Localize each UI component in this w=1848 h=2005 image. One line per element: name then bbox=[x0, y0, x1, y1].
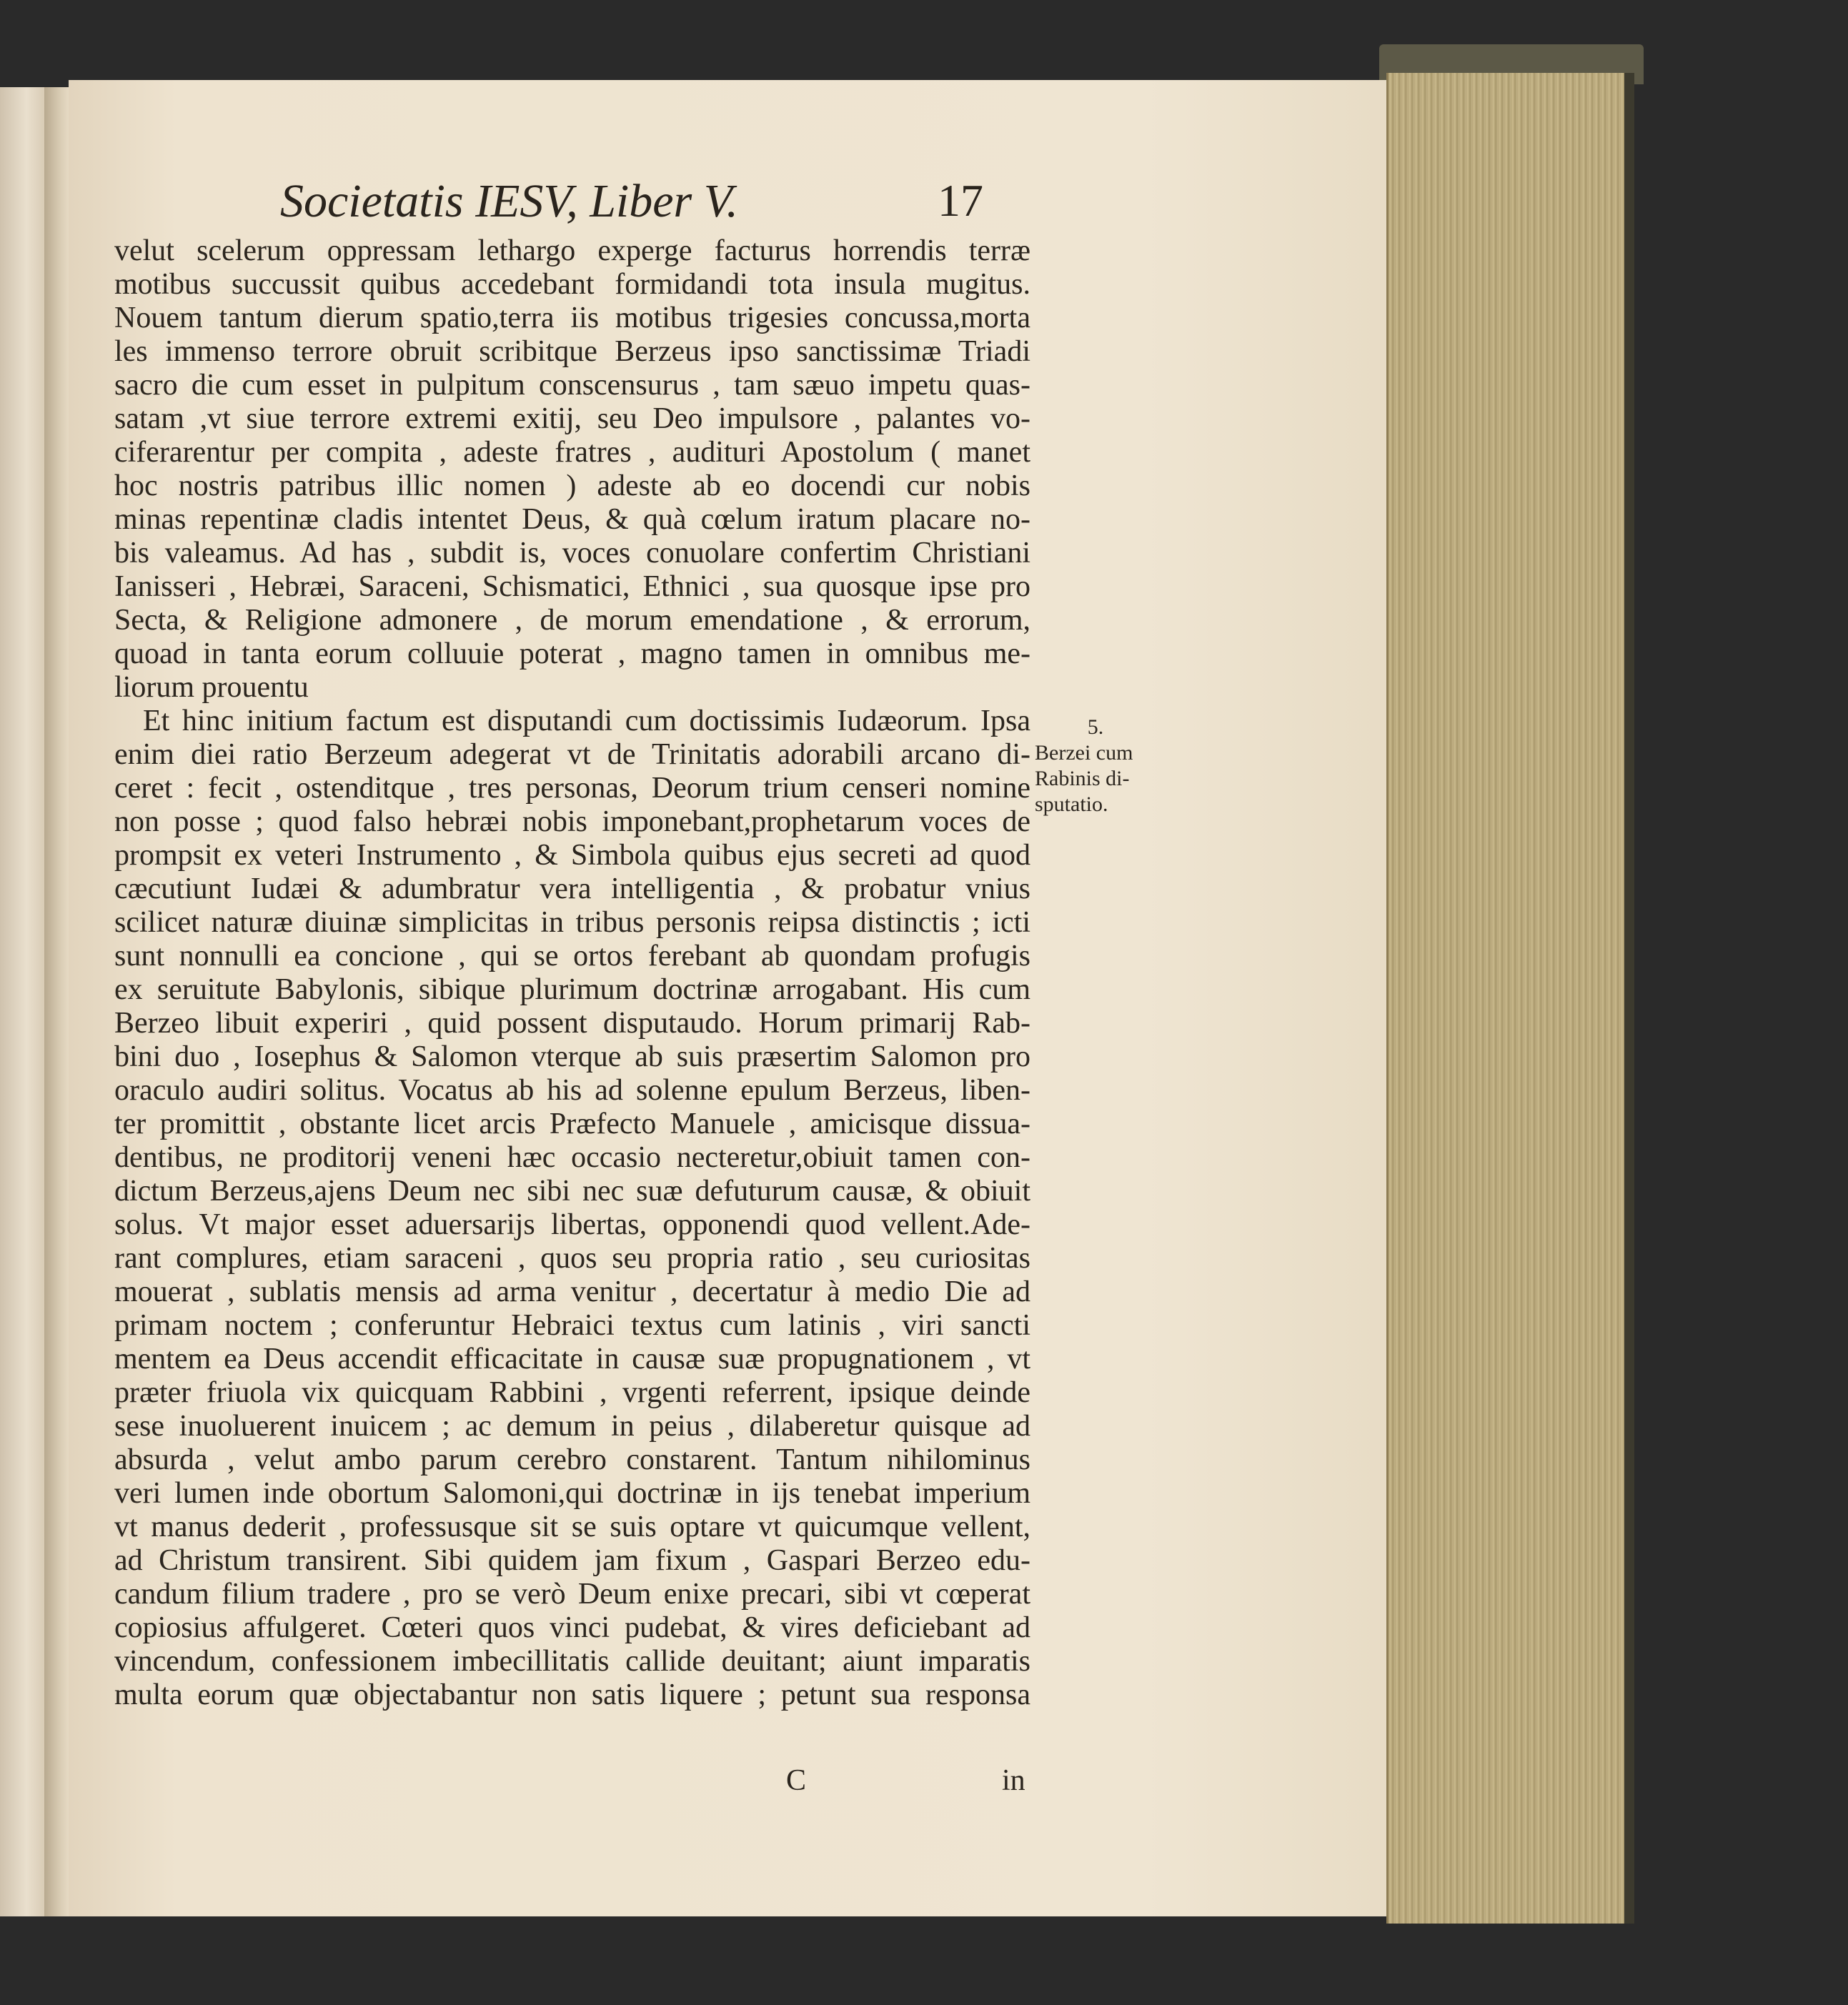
text-line: rant complures, etiam saraceni , quos seu propria ratio , seu curiositas bbox=[114, 1242, 1030, 1275]
text-line: non posse ; quod falso hebræi nobis imponebant,prophetarum voces de bbox=[114, 805, 1030, 838]
text-line: ter promittit , obstante licet arcis Præfecto Manuele , amicisque dissua- bbox=[114, 1108, 1030, 1140]
text-line: enim diei ratio Berzeum adegerat vt de Trinitatis adorabili arcano di- bbox=[114, 738, 1030, 771]
text-line: minas repentinæ cladis intentet Deus, & quà cœlum iratum placare no- bbox=[114, 503, 1030, 536]
text-line: sese inuoluerent inuicem ; ac demum in peius , dilaberetur quisque ad bbox=[114, 1410, 1030, 1443]
text-line: sacro die cum esset in pulpitum conscensurus , tam sæuo impetu quas- bbox=[114, 369, 1030, 402]
text-line: Ianisseri , Hebræi, Saraceni, Schismatici, Ethnici , sua quosque ipse pro bbox=[114, 570, 1030, 603]
text-line: hoc nostris patribus illic nomen ) adeste ab eo docendi cur nobis bbox=[114, 469, 1030, 502]
text-line: quoad in tanta eorum colluuie poterat , magno tamen in omnibus me- bbox=[114, 637, 1030, 670]
text-line: solus. Vt major esset aduersarijs libertas, opponendi quod vellent.Ade- bbox=[114, 1208, 1030, 1241]
text-line: copiosius affulgeret. Cœteri quos vinci pudebat, & vires deficiebant ad bbox=[114, 1611, 1030, 1644]
margin-note-number: 5. bbox=[1087, 715, 1104, 739]
text-line: dictum Berzeus,ajens Deum nec sibi nec suæ defuturum causæ, & obiuit bbox=[114, 1175, 1030, 1208]
page-number: 17 bbox=[938, 175, 983, 226]
text-line: multa eorum quæ objectabantur non satis liquere ; petunt sua responsa bbox=[114, 1678, 1030, 1711]
text-line: bis valeamus. Ad has , subdit is, voces conuolare confertim Christiani bbox=[114, 537, 1030, 569]
text-line: bini duo , Iosephus & Salomon vterque ab suis præsertim Salomon pro bbox=[114, 1040, 1030, 1073]
text-line: ciferarentur per compita , adeste fratres , audituri Apostolum ( manet bbox=[114, 436, 1030, 469]
text-line: scilicet naturæ diuinæ simplicitas in tribus personis reipsa distinctis ; icti bbox=[114, 906, 1030, 939]
catchword: in bbox=[1002, 1764, 1025, 1797]
running-header bbox=[280, 174, 1023, 239]
margin-note-line: Berzei cum bbox=[1035, 741, 1133, 765]
gutter bbox=[44, 87, 70, 1916]
text-line: ex seruitute Babylonis, sibique plurimum doctrinæ arrogabant. His cum bbox=[114, 973, 1030, 1006]
page-edges bbox=[1386, 73, 1634, 1924]
text-line: Berzeo libuit experiri , quid possent disputaudo. Horum primarij Rab- bbox=[114, 1007, 1030, 1040]
margin-note-line: sputatio. bbox=[1035, 792, 1108, 816]
text-line: oraculo audiri solitus. Vocatus ab his ad solenne epulum Berzeus, liben- bbox=[114, 1074, 1030, 1107]
text-line: mouerat , sublatis mensis ad arma venitur , decertatur à medio Die ad bbox=[114, 1275, 1030, 1308]
text-line: Secta, & Religione admonere , de morum emendatione , & errorum, bbox=[114, 604, 1030, 637]
text-line: ad Christum transirent. Sibi quidem jam fixum , Gaspari Berzeo edu- bbox=[114, 1544, 1030, 1577]
text-line: cæcutiunt Iudæi & adumbratur vera intelligentia , & probatur vnius bbox=[114, 872, 1030, 905]
text-line: præter friuola vix quicquam Rabbini , vrgenti referrent, ipsique deinde bbox=[114, 1376, 1030, 1409]
text-line: veri lumen inde obortum Salomoni,qui doctrinæ in ijs tenebat imperium bbox=[114, 1477, 1030, 1510]
margin-note-line: Rabinis di- bbox=[1035, 767, 1130, 790]
text-line: primam noctem ; conferuntur Hebraici textus cum latinis , viri sancti bbox=[114, 1309, 1030, 1342]
text-line: liorum prouentu bbox=[114, 671, 309, 704]
text-line: satam ,vt siue terrore extremi exitij, seu Deo impulsore , palantes vo- bbox=[114, 402, 1030, 435]
signature-mark: C bbox=[786, 1764, 807, 1797]
text-line: Et hinc initium factum est disputandi cum doctissimis Iudæorum. Ipsa bbox=[143, 705, 1030, 737]
running-title: Societatis IESV, Liber V. bbox=[280, 175, 739, 227]
text-line: dentibus, ne proditorij veneni hæc occasio necteretur,obiuit tamen con- bbox=[114, 1141, 1030, 1174]
text-line: candum filium tradere , pro se verò Deum enixe precari, sibi vt cœperat bbox=[114, 1578, 1030, 1611]
text-line: ceret : fecit , ostenditque , tres personas, Deorum trium censeri nomine bbox=[114, 772, 1030, 805]
text-line: absurda , velut ambo parum cerebro constarent. Tantum nihilominus bbox=[114, 1443, 1030, 1476]
text-line: vt manus dederit , professusque sit se suis optare vt quicumque vellent, bbox=[114, 1511, 1030, 1543]
text-line: sunt nonnulli ea concione , qui se ortos ferebant ab quondam profugis bbox=[114, 940, 1030, 972]
margin-note bbox=[1035, 715, 1156, 817]
text-line: prompsit ex veteri Instrumento , & Simbola quibus ejus secreti ad quod bbox=[114, 839, 1030, 872]
body-text bbox=[114, 234, 1030, 1712]
text-line: les immenso terrore obruit scribitque Berzeus ipso sanctissimæ Triadi bbox=[114, 335, 1030, 368]
text-line: Nouem tantum dierum spatio,terra iis motibus trigesies concussa,morta bbox=[114, 302, 1030, 334]
text-line: motibus succussit quibus accedebant formidandi tota insula mugitus. bbox=[114, 268, 1030, 301]
text-line: mentem ea Deus accendit efficacitate in causæ suæ propugnationem , vt bbox=[114, 1343, 1030, 1375]
left-page-edge bbox=[0, 87, 46, 1916]
text-line: vincendum, confessionem imbecillitatis callide deuitant; aiunt imparatis bbox=[114, 1645, 1030, 1678]
text-line: velut scelerum oppressam lethargo experge facturus horrendis terræ bbox=[114, 234, 1030, 267]
